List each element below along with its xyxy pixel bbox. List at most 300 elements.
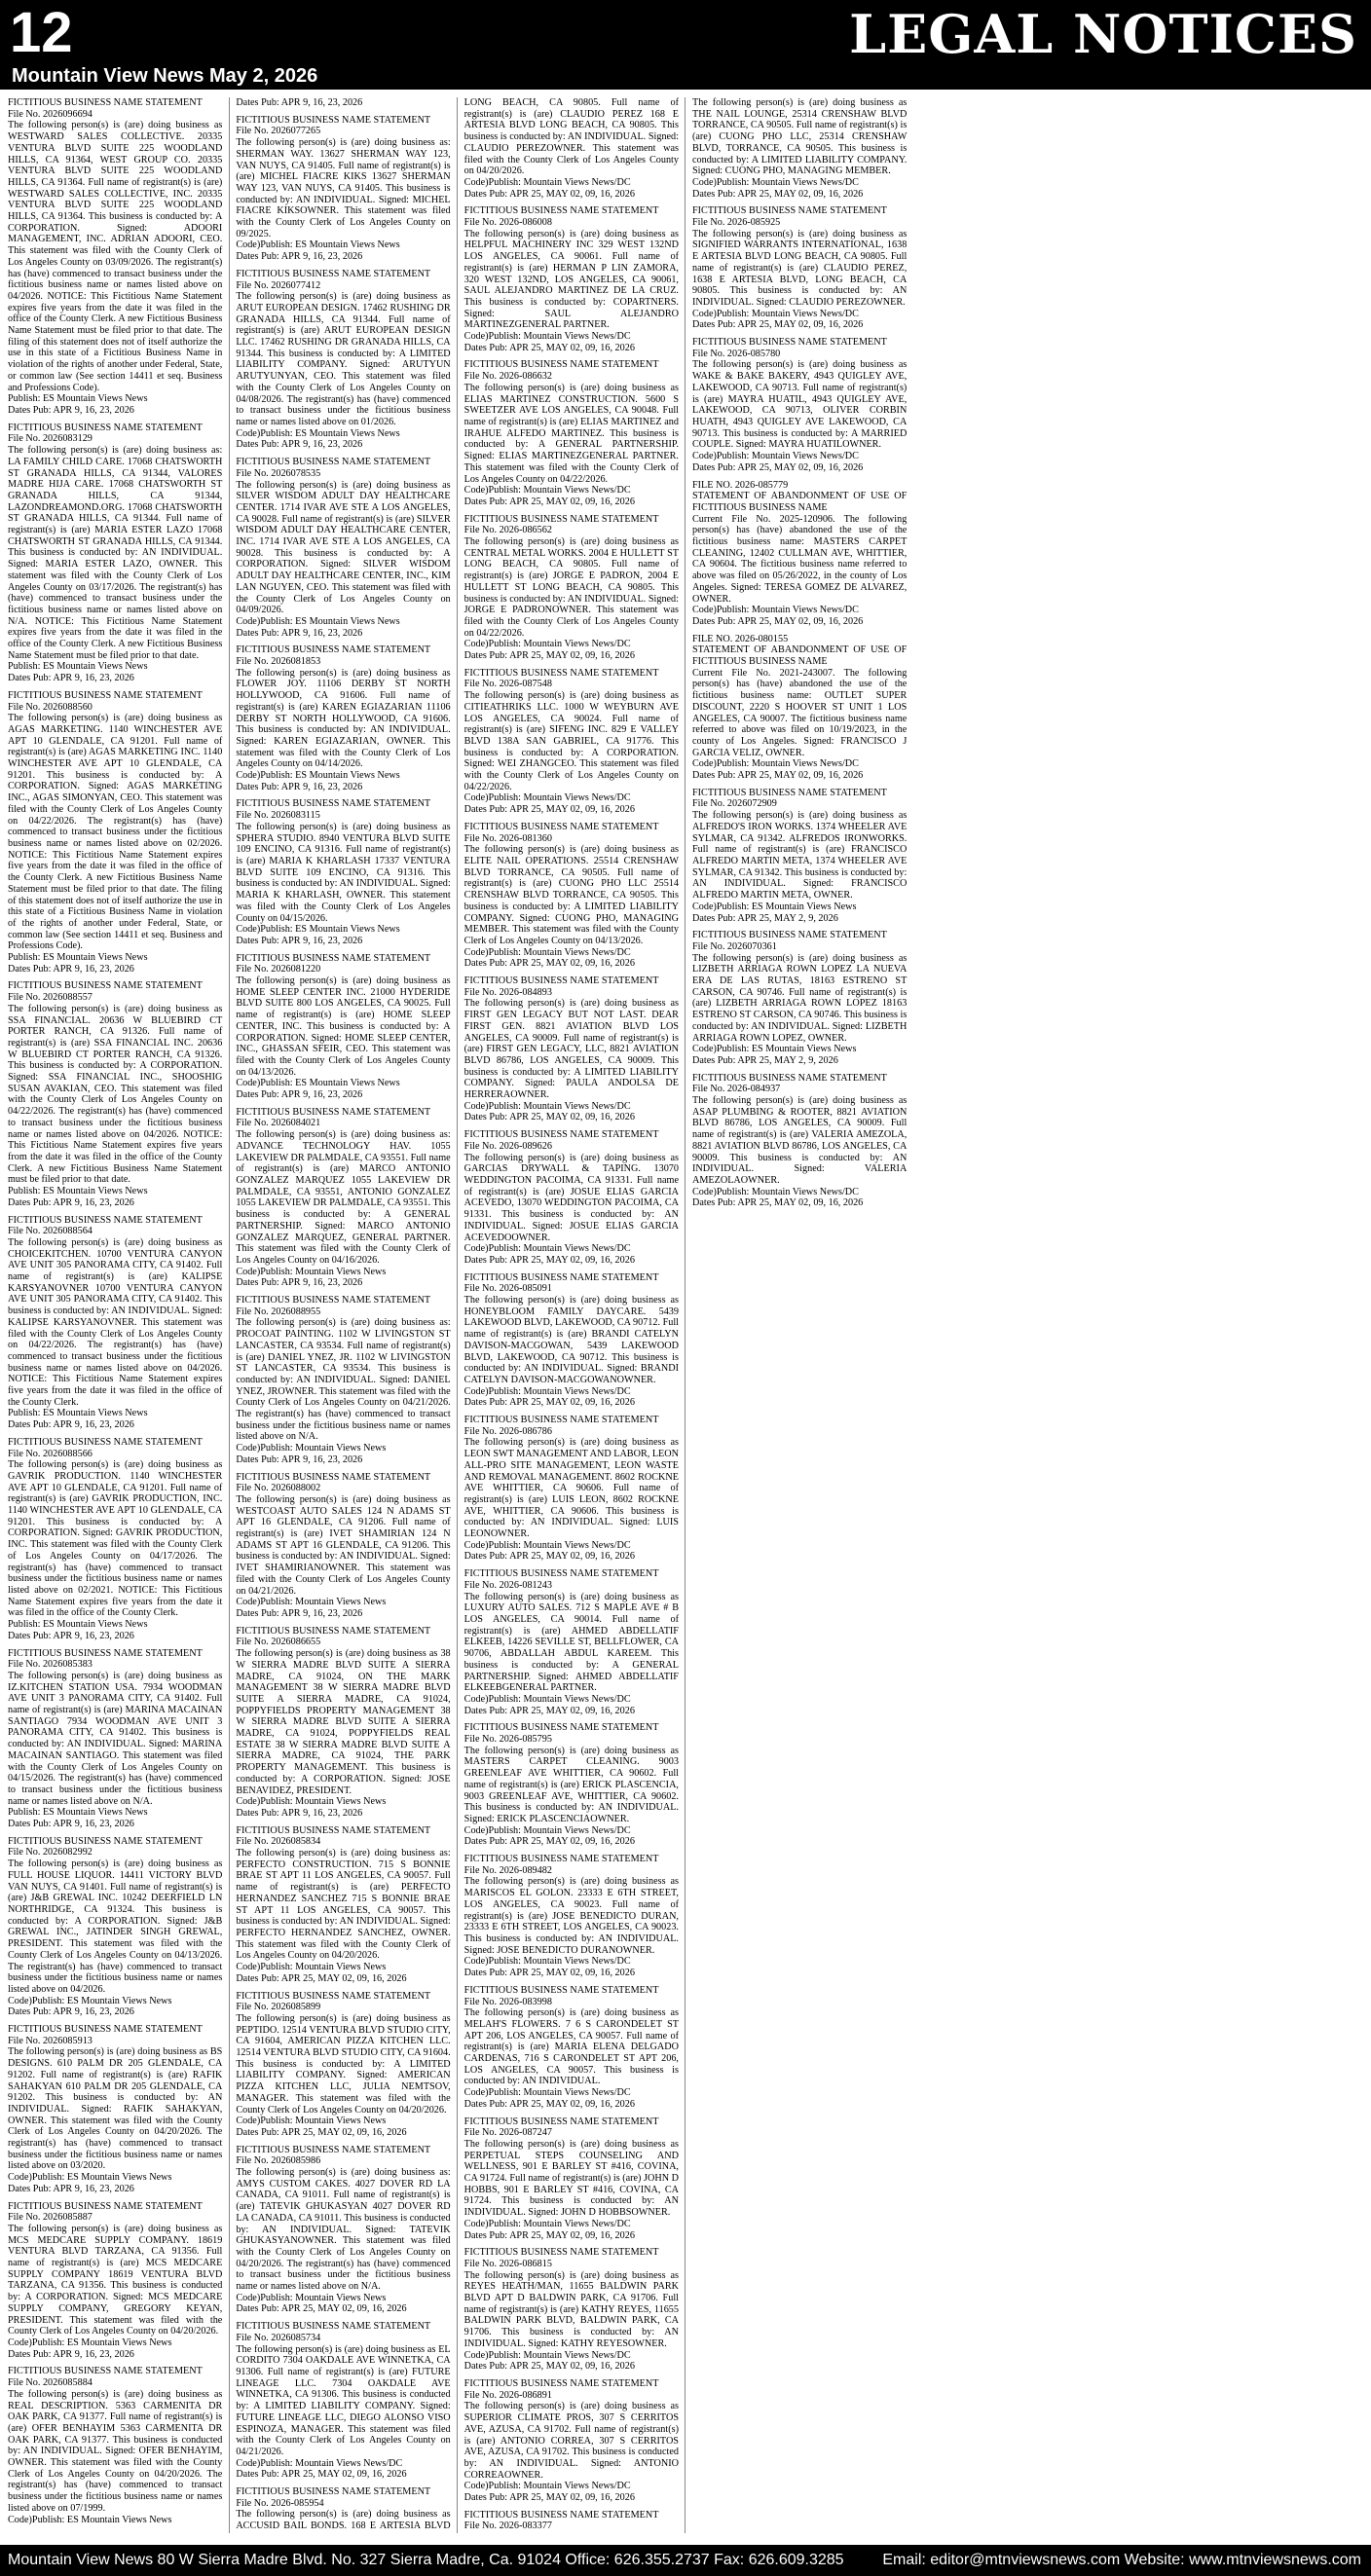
notice-title: FICTITIOUS BUSINESS NAME STATEMENT (8, 2200, 203, 2212)
notice-title: FICTITIOUS BUSINESS NAME STATEMENT (463, 1722, 659, 1734)
notice-publication-dates: Dates Pub: APR 25, MAY 02, 09, 16, 2026 (463, 804, 635, 816)
notice-file-number: File No. 2026077412 (236, 279, 321, 291)
notice-file-number: File No. 2026-086815 (463, 2258, 552, 2269)
notice-title: FICTITIOUS BUSINESS NAME STATEMENT (463, 1271, 659, 1283)
notice-title: FICTITIOUS BUSINESS NAME STATEMENT (236, 268, 431, 279)
notice-publisher: Code)Publish: Mountain Views News/DC (463, 1693, 631, 1705)
legal-notice (236, 1107, 450, 1289)
legal-notice (8, 423, 222, 684)
notice-publisher: Publish: ES Mountain Views News (8, 1807, 148, 1819)
notice-file-number: File No. 2026082992 (8, 1847, 93, 1858)
notice-file-number: File No. 2026085834 (236, 1836, 321, 1848)
notice-title: FICTITIOUS BUSINESS NAME STATEMENT (236, 798, 431, 810)
notice-publication-dates: Dates Pub: APR 25, MAY 02, 09, 16, 2026 (236, 2126, 407, 2138)
notice-body: The following person(s) is (are) doing business as PERPETUAL STEPS COUNSELING AND WELLNESS, 901 E BARLEY ST #416, COVINA, CA 91724. Full name of registrant(s) is (are) JOHN D HOBBS, 901 E BARLEY ST #416, COVINA, CA 91724. This business is conducted by: AN INDIVIDUAL. Signed: JOHN D HOBBSOWNER. (463, 2138, 679, 2219)
notice-file-number: File No. 2026-086008 (463, 217, 552, 229)
legal-notice (464, 1722, 679, 1848)
notice-publisher: Code)Publish: ES Mountain Views News (8, 2514, 172, 2525)
footer-address: Mountain View News 80 W Sierra Madre Blvd. No. 327 Sierra Madre, Ca. 91024 Office: 626.355.2737 Fax: 626.609.3285 (8, 2552, 844, 2568)
notice-body: The following person(s) is (are) doing business as ELITE NAIL OPERATIONS. 25514 CRENSHAW BLVD TORRANCE, CA 90505. Full name of registrant(s) is (are) CUONG PHO LLC 25514 CRENSHAW BLVD TORRANCE, CA 90505. This business is conducted by: A LIMITED LIABILITY COMPANY. Signed: CUONG PHO, MANAGING MEMBER. This statement was filed with the County Clerk of Los Angeles County on 04/13/2026. (463, 844, 679, 946)
notice-body: The following person(s) is (are) doing business as REYES HEATH/MAN, 11655 BALDWIN PARK BLVD APT D BALDWIN PARK, CA 91706. Full name of registrant(s) is (are) KATHY REYES, 11655 BALDWIN PARK BLVD, BALDWIN PARK, CA 91706. This business is conducted by: AN INDIVIDUAL. Signed: KATHY REYESOWNER. (463, 2269, 679, 2349)
notice-file-number: File No. 2026072909 (691, 798, 777, 810)
notice-title: FICTITIOUS BUSINESS NAME STATEMENT (463, 1129, 659, 1141)
notice-body: The following person(s) is (are) doing business as PEPTIDO. 12514 VENTURA BLVD STUDIO CITY, CA 91604, AMERICAN PIZZA KITCHEN LLC. 12514 VENTURA BLVD STUDIO CITY, CA 91604. This business is conducted by: A LIMITED LIABILITY COMPANY. Signed: AMERICAN PIZZA KITCHEN LLC, JULIA NEMTSOV, MANAGER. This statement was filed with the County Clerk of Los Angeles County on 04/20/2026. (236, 2012, 451, 2116)
legal-notice (236, 1472, 450, 1620)
notice-file-number: File No. 2026-085091 (463, 1283, 552, 1295)
notice-file-number: File No. 2026070361 (691, 940, 777, 952)
legal-notice (464, 1415, 679, 1563)
notice-file-number: File No. 2026086655 (236, 1637, 321, 1648)
notice-title: FICTITIOUS BUSINESS NAME STATEMENT (463, 1415, 659, 1426)
legal-notice (464, 668, 679, 816)
legal-notice (236, 1991, 450, 2139)
notice-body: The following person(s) is (are) doing business as EL CORDITO 7304 OAKDALE AVE WINNETKA, CA 91306. Full name of registrant(s) is (are) FUTURE LINEAGE LLC. 7304 OAKDALE AVE WINNETKA, CA 91306. This business is conducted by: A LIMITED LIABILITY COMPANY. Signed: FUTURE LINEAGE LLC, DIEGO ALONSO VISO ESPINOZA, MANAGER. This statement was filed with the County Clerk of Los Angeles County on 04/21/2026. (236, 2343, 451, 2457)
notice-file-number: File No. 2026-083998 (463, 1996, 552, 2007)
notice-body: The following person(s) is (are) doing business as SPHERA STUDIO. 8940 VENTURA BLVD SUITE 109 ENCINO, CA 91316. Full name of registrant(s) is (are) MARIA K KHARLASH 17337 VENTURA BLVD SUITE 109 ENCINO, CA 91316. This business is conducted by: AN INDIVIDUAL. Signed: MARIA K KHARLASH, OWNER. This statement was filed with the County Clerk of Los Angeles County on 04/15/2026. (236, 821, 451, 924)
notice-file-number: File No. 2026-085780 (691, 348, 781, 359)
notice-publication-dates: Dates Pub: APR 25, MAY 02, 09, 16, 2026 (691, 615, 864, 627)
notice-title: FICTITIOUS BUSINESS NAME STATEMENT (236, 644, 431, 656)
notice-body: The following person(s) is (are) doing business as CITIEATHRIKS LLC. 1000 W WEYBURN AVE LOS ANGELES, CA 90024. Full name of registrant(s) is (are) SIFENG INC. 829 E VALLEY BLVD 138A SAN GABRIEL, CA 91776. This business is conducted by: A CORPORATION. Signed: WEI ZHANGCEO. This statement was filed with the County Clerk of Los Angeles County on 04/22/2026. (463, 690, 679, 792)
notice-publisher: Code)Publish: Mountain Views News/DC (691, 176, 859, 188)
notice-file-number: File No. 2026-086786 (463, 1425, 552, 1437)
notice-publication-dates: Dates Pub: APR 9, 16, 23, 2026 (236, 251, 363, 263)
notice-publisher: Code)Publish: Mountain Views News (236, 1443, 387, 1454)
notice-publisher: Code)Publish: Mountain Views News/DC (463, 1956, 631, 1968)
notice-publication-dates: Dates Pub: APR 25, MAY 02, 09, 16, 2026 (463, 1112, 635, 1123)
notice-title: FICTITIOUS BUSINESS NAME STATEMENT (463, 359, 659, 371)
notice-file-number: File No. 2026088566 (8, 1448, 93, 1459)
notice-publisher: Code)Publish: Mountain Views News/DC (691, 605, 859, 616)
legal-notice (236, 2321, 450, 2481)
notice-file-number: File No. 2026085887 (8, 2212, 93, 2224)
notice-publication-dates: Dates Pub: APR 25, MAY 02, 09, 16, 2026 (236, 1972, 407, 1984)
notice-publisher: Code)Publish: Mountain Views News (236, 1962, 387, 1973)
legal-notice (464, 1272, 679, 1409)
notice-publication-dates: Dates Pub: APR 9, 16, 23, 2026 (236, 97, 363, 108)
notice-file-number: File No. 2026081220 (236, 964, 321, 975)
notice-body: The following person(s) is (are) doing business as MCS MEDCARE SUPPLY COMPANY. 18619 VENTURA BLVD TARZANA, CA 91356. Full name of registrant(s) is (are) MCS MEDCARE SUPPLY COMPANY 18619 VENTURA BLVD TARZANA, CA 91356. This business is conducted by: A CORPORATION. Signed: MCS MEDCARE SUPPLY COMPANY, GREGORY KEYAN, PRESIDENT. This statement was filed with the County Clerk of Los Angeles County on 04/20/2026. (8, 2223, 223, 2337)
notice-file-number: File No. 2026096694 (8, 108, 93, 120)
notice-publication-dates: Dates Pub: APR 25, MAY 02, 09, 16, 2026 (691, 319, 864, 331)
legal-notice (236, 953, 450, 1101)
notice-publisher: Code)Publish: ES Mountain Views News (691, 901, 857, 912)
notice-title: FICTITIOUS BUSINESS NAME STATEMENT (236, 114, 431, 126)
notice-publication-dates: Dates Pub: APR 25, MAY 2, 9, 2026 (691, 1054, 838, 1066)
notice-publisher: Code)Publish: Mountain Views News/DC (463, 485, 631, 497)
notice-title: FICTITIOUS BUSINESS NAME STATEMENT (463, 975, 659, 987)
notice-title: FICTITIOUS BUSINESS NAME STATEMENT (463, 2116, 659, 2127)
notice-title: FICTITIOUS BUSINESS NAME STATEMENT (691, 337, 887, 349)
notice-file-number: File No. 2026083115 (236, 810, 320, 822)
notice-title: FICTITIOUS BUSINESS NAME STATEMENT (463, 1984, 659, 1996)
notice-publication-dates: Dates Pub: APR 9, 16, 23, 2026 (236, 935, 363, 946)
notice-body: The following person(s) is (are) doing business as WAKE & BAKE BAKERY, 4943 QUIGLEY AVE, LAKEWOOD, CA 90713. Full name of registrant(s) is (are) MAYRA HUATIL, 4943 QUIGLEY AVE, LAKEWOOD, CA 90713, OLIVER CORBIN HUATH, 4943 QUIGLEY AVE LAKEWOOD, CA 90713. This business is conducted by: A MARRIED COUPLE. Signed: MAYRA HUATILOWNER. (691, 359, 908, 451)
notice-title: FICTITIOUS BUSINESS NAME STATEMENT (8, 97, 203, 108)
legal-notice (8, 1648, 222, 1830)
notice-body: The following person(s) is (are) doing business as ALFREDO'S IRON WORKS. 1374 WHEELER AVE SYLMAR, CA 91342. ALFREDOS IRONWORKS. Full name of registrant(s) is (are) FRANCISCO ALFREDO MARTIN META, 1374 WHEELER AVE SYLMAR, CA 91342. This business is conducted by: AN INDIVIDUAL. Signed: FRANCISCO ALFREDO MARTIN META, OWNER. (691, 810, 908, 902)
notice-publisher: Code)Publish: Mountain Views News/DC (463, 331, 631, 343)
notice-title: FICTITIOUS BUSINESS NAME STATEMENT (8, 1436, 203, 1448)
notice-file-number: File No. 2026-081243 (463, 1579, 552, 1591)
notice-publication-dates: Dates Pub: APR 9, 16, 23, 2026 (236, 781, 363, 792)
notice-publication-dates: Dates Pub: APR 25, MAY 02, 09, 16, 2026 (463, 1397, 635, 1409)
notice-publisher: Code)Publish: Mountain Views News/DC (463, 2087, 631, 2099)
notice-publisher: Code)Publish: Mountain Views News/DC (463, 946, 631, 958)
legal-notice (8, 690, 222, 975)
notice-publication-dates: Dates Pub: APR 25, MAY 02, 09, 16, 2026 (463, 1836, 635, 1848)
legal-notice (236, 1295, 450, 1466)
notice-publication-dates: Dates Pub: APR 25, MAY 02, 09, 16, 2026 (463, 1705, 635, 1716)
notice-publication-dates: Dates Pub: APR 25, MAY 02, 09, 16, 2026 (463, 650, 635, 662)
notice-file-number: File No. 2026-086891 (463, 2389, 552, 2401)
legal-notice (464, 2247, 679, 2373)
notice-publication-dates: Dates Pub: APR 9, 16, 23, 2026 (8, 1630, 134, 1641)
notice-file-number: File No. 2026088955 (236, 1306, 321, 1317)
notice-body: The following person(s) is (are) doing business as THE NAIL LOUNGE, 25314 CRENSHAW BLVD TORRANCE, CA 90505. Full name of registrant(s) is (are) CUONG PHO LLC, 25314 CRENSHAW BLVD, TORRANCE, CA 90505. This business is conducted by: A LIMITED LIABILITY COMPANY. Signed: CUONG PHO, MANAGING MEMBER. (691, 97, 908, 177)
legal-notice (464, 359, 679, 507)
legal-notices-columns (8, 97, 1363, 2533)
notice-title: FICTITIOUS BUSINESS NAME STATEMENT (236, 1106, 431, 1118)
notice-file-number: File No. 2026-086632 (463, 371, 552, 383)
notice-title: FICTITIOUS BUSINESS NAME STATEMENT (236, 1990, 431, 2002)
legal-notice (236, 1626, 450, 1820)
notice-title: FICTITIOUS BUSINESS NAME STATEMENT (236, 2321, 431, 2333)
notice-publisher: Code)Publish: ES Mountain Views News (236, 1078, 400, 1089)
notice-publication-dates: Dates Pub: APR 25, MAY 02, 09, 16, 2026 (236, 2303, 407, 2315)
notice-publisher: Code)Publish: Mountain Views News/DC (463, 792, 631, 804)
notice-title: FICTITIOUS BUSINESS NAME STATEMENT (236, 2486, 431, 2498)
notice-body: The following person(s) is (are) doing business as SILVER WISDOM ADULT DAY HEALTHCARE CENTER. 1714 IVAR AVE STE A LOS ANGELES, CA 90028. Full name of registrant(s) is (are) SILVER WISDOM ADULT DAY HEALTHCARE CENTER, INC. 1714 IVAR AVE STE A LOS ANGELES, CA 90028. This business is conducted by: A CORPORATION. Signed: SILVER WISDOM ADULT DAY HEALTHCARE CENTER, INC., KIM LAN NGUYEN, CEO. This statement was filed with the County Clerk of Los Angeles County on 04/09/2026. (236, 479, 451, 616)
notice-file-number: File No. 2026085986 (236, 2155, 321, 2167)
legal-notice (236, 644, 450, 792)
notice-file-number: File No. 2026-083377 (463, 2521, 552, 2532)
notice-body: The following person(s) is (are) doing business as MASTERS CARPET CLEANING. 9003 GREENLEAF AVE WHITTIER, CA 90602. Full name of registrant(s) is (are) ERICK PLASCENCIA, 9003 GREENLEAF AVE, WHITTIER, CA 90602. This business is conducted by: AN INDIVIDUAL. Signed: ERICK PLASCENCIAOWNER. (463, 1745, 679, 1824)
notice-body: The following person(s) is (are) doing business as: SHERMAN WAY. 13627 SHERMAN WAY 123, VAN NUYS, CA 91405. Full name of registrant(s) is (are) MICHEL FIACRE KIKS 13627 SHERMAN WAY 123, VAN NUYS, CA 91405. This business is conducted by: AN INDIVIDUAL. Signed: MICHEL FIACRE KIKSOWNER. This statement was filed with the County Clerk of Los Angeles County on 09/2025. (236, 137, 451, 239)
legal-notice (236, 457, 450, 639)
notice-publisher: Code)Publish: Mountain Views News/DC (463, 639, 631, 650)
notice-publisher: Code)Publish: Mountain Views News/DC (463, 2481, 631, 2492)
legal-notice (464, 975, 679, 1123)
notice-publication-dates: Dates Pub: APR 25, MAY 02, 09, 16, 2026 (463, 2492, 635, 2504)
notice-title: FICTITIOUS BUSINESS NAME STATEMENT (463, 1568, 659, 1580)
notice-publisher: Code)Publish: ES Mountain Views News (236, 615, 400, 627)
legal-notice (692, 788, 907, 924)
legal-notice (464, 1129, 679, 1266)
notice-file-number: File No. 2026-087247 (463, 2127, 552, 2139)
notice-title: FICTITIOUS BUSINESS NAME STATEMENT (691, 205, 887, 217)
notice-publication-dates: Dates Pub: APR 9, 16, 23, 2026 (236, 1089, 363, 1101)
notice-publisher: Code)Publish: ES Mountain Views News (236, 239, 400, 251)
notice-publisher: Code)Publish: Mountain Views News (236, 2292, 387, 2303)
notice-publication-dates: Dates Pub: APR 9, 16, 23, 2026 (8, 2006, 134, 2018)
legal-notice (8, 2201, 222, 2361)
legal-notice (464, 205, 679, 353)
notice-publication-dates: Dates Pub: APR 9, 16, 23, 2026 (8, 2348, 134, 2360)
legal-notice (8, 1437, 222, 1642)
notice-body: The following person(s) is (are) doing business as: ADVANCE TECHNOLOGY HAV. 1055 LAKEVIEW DR PALMDALE, CA 93551. Full name of registrant(s) is (are) MARCO ANTONIO GONZALEZ MARQUEZ 1055 LAKEVIEW DR PALMDALE, CA 93551, ANTONIO GONZALEZ 1055 LAKEVIEW DR PALMDALE, CA 93551. This business is conducted by: A GENERAL PARTNERSHIP. Signed: MARCO ANTONIO GONZALEZ MARQUEZ, GENERAL PARTNER. This statement was filed with the County Clerk of Los Angeles County on 04/16/2026. (236, 1129, 451, 1266)
notice-title: FICTITIOUS BUSINESS NAME STATEMENT (463, 1854, 659, 1865)
notice-title: FICTITIOUS BUSINESS NAME STATEMENT (236, 1625, 431, 1637)
notice-publisher: Code)Publish: Mountain Views News (236, 1796, 387, 1808)
notice-publisher: Code)Publish: Mountain Views News/DC (463, 1385, 631, 1397)
legal-notice (464, 1985, 679, 2111)
notice-file-number: File No. 2026-086562 (463, 525, 552, 536)
notice-publication-dates: Dates Pub: APR 25, MAY 02, 09, 16, 2026 (691, 1197, 864, 1209)
legal-notice (236, 2145, 450, 2316)
notice-publication-dates: Dates Pub: APR 9, 16, 23, 2026 (236, 1807, 363, 1819)
notice-body: The following person(s) is (are) doing business as FULL HOUSE LIQUOR. 14411 VICTORY BLVD VAN NUYS, CA 91401. Full name of registrant(s) is (are) J&B GREWAL INC. 10242 DEERFIELD LN NORTHRIDGE, CA 91324. This business is conducted by: A CORPORATION. Signed: J&B GREWAL INC., JATINDER SINGH GREWAL, PRESIDENT. This statement was filed with the County Clerk of Los Angeles County on 04/13/2026. The registrant(s) has (have) commenced to transact business under the fictitious business name or names listed above on 04/2026. (8, 1858, 223, 1995)
notice-publisher: Code)Publish: Mountain Views News/DC (463, 1539, 631, 1551)
notice-publisher: Publish: ES Mountain Views News (8, 1619, 148, 1631)
legal-notice (692, 480, 907, 628)
notice-publication-dates: Dates Pub: APR 9, 16, 23, 2026 (236, 627, 363, 639)
notice-publisher: Code)Publish: Mountain Views News/DC (691, 1186, 859, 1197)
notice-body: The following person(s) is (are) doing business as AGAS MARKETING. 1140 WINCHESTER AVE APT 10 GLENDALE, CA 91201. Full name of registrant(s) is (are) AGAS MARKETING INC. 1140 WINCHESTER AVE APT 10 GLENDALE, CA 91201. This business is conducted by: A CORPORATION. Signed: AGAS MARKETING INC., AGAS SIMONYAN, CEO. This statement was filed with the County Clerk of Los Angeles County on 04/22/2026. The registrant(s) has (have) commenced to transact business under the fictitious business name or names listed above on 02/2026. NOTICE: This Fictitious Name Statement expires five years from the date it was filed in the office of the County Clerk. A new Fictitious Business Name Statement must be filed prior to that date. The filing of this statement does not of itself authorize the use in this state of a Fictitious Business Name in violation of the rights of another under Federal, State, or common law (See section 14411 et seq. Business and Professions Code). (8, 713, 223, 952)
notice-body: The following person(s) is (are) doing business as SSA FINANCIAL. 20636 W BLUEBIRD CT PORTER RANCH, CA 91326. Full name of registrant(s) is (are) SSA FINANCIAL INC. 20636 W BLUEBIRD CT PORTER RANCH, CA 91326. This business is conducted by: A CORPORATION. Signed: SSA FINANCIAL INC., SHOOSHIG SUSAN AVAKIAN, CEO. This statement was filed with the County Clerk of Los Angeles County on 04/22/2026. The registrant(s) has (have) commenced to transact business under the fictitious business name or names listed above on 04/2026. NOTICE: This Fictitious Name Statement expires five years from the date it was filed in the office of the County Clerk. A new Fictitious Business Name Statement must be filed prior to that date. (8, 1003, 223, 1186)
notice-title: FICTITIOUS BUSINESS NAME STATEMENT (463, 205, 659, 217)
notice-publisher: Code)Publish: Mountain Views News (236, 2116, 387, 2127)
notice-publication-dates: Dates Pub: APR 25, MAY 02, 09, 16, 2026 (463, 2098, 635, 2110)
notice-file-number: STATEMENT OF ABANDONMENT OF USE OF FICTITIOUS BUSINESS NAME (691, 491, 908, 513)
notice-publisher: Code)Publish: ES Mountain Views News (691, 1044, 857, 1055)
notice-publication-dates: Dates Pub: APR 9, 16, 23, 2026 (236, 439, 363, 451)
notice-body: Current File No. 2025-120906. The following person(s) has (have) abandoned the use of the fictitious business name: MASTERS CARPET CLEANING, 12402 CULLMAN AVE, WHITTIER, CA 90604. The fictitious business name referred to above was filed on 05/26/2022, in the county of Los Angeles. Signed: TERESA GOMEZ DE ALVAREZ, OWNER. (691, 513, 908, 605)
legal-notice (236, 115, 450, 263)
notice-body: The following person(s) is (are) doing business as WESTWARD SALES COLLECTIVE. 20335 VENTURA BLVD SUITE 225 WOODLAND HILLS, CA 91364, WEST GROUP CO. 20335 VENTURA BLVD SUITE 225 WOODLAND HILLS, CA 91364. Full name of registrant(s) is (are) WESTWARD SALES COLLECTIVE, INC. 20335 VENTURA BLVD SUITE 225 WOODLAND HILLS, CA 91364. This business is conducted by: A CORPORATION. Signed: ADOORI MANAGEMENT, INC. ADRIAN ADOORI, CEO. This statement was filed with the County Clerk of Los Angeles County on 03/09/2026. The registrant(s) has (have) commenced to transact business under the fictitious business name or names listed above on 04/2026. NOTICE: This Fictitious Name Statement expires five years from the date it was filed in the office of the County Clerk. A new Fictitious Business Name Statement must be filed prior to that date. The filing of this statement does not of itself authorize the use in this state of a Fictitious Business Name in violation of the rights of another under Federal, State, or common law (See section 14411 et seq. Business and Professions Code). (8, 120, 223, 393)
notice-title: FICTITIOUS BUSINESS NAME STATEMENT (236, 1824, 431, 1836)
notice-file-number: File No. 2026085734 (236, 2332, 321, 2343)
notice-title: FICTITIOUS BUSINESS NAME STATEMENT (463, 513, 659, 525)
notice-body: The following person(s) is (are) doing business as ELIAS MARTINEZ CONSTRUCTION. 5600 S SWEETZER AVE LOS ANGELES, CA 90048. Full name of registrant(s) is (are) ELIAS MARTINEZ and IRAHUE ALFEDO MARTINEZ. This business is conducted by: A GENERAL PARTNERSHIP. Signed: ELIAS MARTINEZGENERAL PARTNER. This statement was filed with the County Clerk of Los Angeles County on 04/22/2026. (463, 382, 679, 485)
notice-body: The following person(s) is (are) doing business as: AMYS CUSTOM CAKES. 4027 DOVER RD LA CANADA, CA 91011. Full name of registrant(s) is (are) TATEVIK GHUKASYAN 4027 DOVER RD LA CANADA, CA 91011. This business is conducted by: AN INDIVIDUAL. Signed: TATEVIK GHUKASYANOWNER. This statement was filed with the County Clerk of Los Angeles County on 04/20/2026. The registrant(s) has (have) commenced to transact business under the fictitious business name or names listed above on N/A. (236, 2167, 451, 2293)
notice-title: FICTITIOUS BUSINESS NAME STATEMENT (8, 2024, 203, 2036)
notice-publication-dates: Dates Pub: APR 25, MAY 02, 09, 16, 2026 (691, 461, 864, 473)
legal-notice (464, 514, 679, 662)
notice-title: FILE NO. 2026-085779 (691, 479, 789, 491)
notice-title: FICTITIOUS BUSINESS NAME STATEMENT (463, 667, 659, 679)
notice-body: The following person(s) is (are) doing business as MARISCOS EL GOLON. 23333 E 6TH STREET, LOS ANGELES, CA 90023. Full name of registrant(s) is (are) JOSE BENEDICTO DURAN, 23333 E 6TH STREET, LOS ANGELES, CA 90023. This business is conducted by: AN INDIVIDUAL. Signed: JOSE BENEDICTO DURANOWNER. (463, 1876, 679, 1956)
notice-publication-dates: Dates Pub: APR 9, 16, 23, 2026 (236, 1454, 363, 1465)
notice-title: FICTITIOUS BUSINESS NAME STATEMENT (236, 1471, 431, 1483)
section-title: LEGAL NOTICES (849, 3, 1357, 65)
notice-body: The following person(s) is (are) doing business as GAVRIK PRODUCTION. 1140 WINCHESTER AVE APT 10 GLENDALE, CA 91201. Full name of registrant(s) is (are) GAVRIK PRODUCTION, INC. 1140 WINCHESTER AVE APT 10 GLENDALE, CA 91201. This business is conducted by: A CORPORATION. Signed: GAVRIK PRODUCTION, INC. This statement was filed with the County Clerk of Los Angeles County on 04/17/2026. The registrant(s) has (have) commenced to transact business under the fictitious business name or names listed above on 02/2021. NOTICE: This Fictitious Name Statement expires five years from the date it was filed in the office of the County Clerk. (8, 1459, 223, 1619)
notice-body: The following person(s) is (are) doing business as SUPERIOR CLIMATE PROS, 307 S CERRITOS AVE, AZUSA, CA 91702. Full name of registrant(s) is (are) ANTONIO CORREA, 307 S CERRITOS AVE, AZUSA, CA 91702. This business is conducted by: AN INDIVIDUAL. Signed: ANTONIO CORREAOWNER. (463, 2401, 679, 2481)
notice-body: The following person(s) is (are) doing business as ACCUSID BAIL BONDS. 168 E ARTESIA BLVD LONG BEACH, CA 90805. Full name of registrant(s) is (are) CLAUDIO PEREZ 168 E ARTESIA BLVD LONG BEACH, CA 90805. This business is conducted by: AN INDIVIDUAL. Signed: CLAUDIO PEREZOWNER. This statement was filed with the County Clerk of Los Angeles County on 04/20/2026. (236, 97, 679, 2532)
notice-file-number: File No. 2026085913 (8, 2035, 93, 2046)
notice-body: The following person(s) is (are) doing business as HOME SLEEP CENTER INC. 21000 HYDERIDE BLVD SUITE 800 LOS ANGELES, CA 90025. Full name of registrant(s) is (are) HOME SLEEP CENTER, INC. This business is conducted by: A CORPORATION. Signed: HOME SLEEP CENTER, INC., GHASSAN SFEIR, CEO. This statement was filed with the County Clerk of Los Angeles County on 04/13/2026. (236, 975, 451, 1078)
notice-publication-dates: Dates Pub: APR 9, 16, 23, 2026 (8, 1819, 134, 1830)
notice-publication-dates: Dates Pub: APR 25, MAY 02, 09, 16, 2026 (463, 2361, 635, 2373)
notice-publisher: Code)Publish: Mountain Views News/DC (463, 1243, 631, 1255)
legal-notice (8, 1215, 222, 1431)
legal-notice (464, 1568, 679, 1716)
notice-title: FICTITIOUS BUSINESS NAME STATEMENT (236, 457, 431, 468)
notice-title: FICTITIOUS BUSINESS NAME STATEMENT (8, 422, 203, 433)
notice-publication-dates: Dates Pub: APR 25, MAY 02, 09, 16, 2026 (463, 1254, 635, 1266)
legal-notice (8, 97, 222, 417)
notice-publication-dates: Dates Pub: APR 9, 16, 23, 2026 (8, 963, 134, 975)
notice-body: The following person(s) is (are) doing business as REAL DESCRIPTION. 5363 CARMENITA DR OAK PARK, CA 91377. Full name of registrant(s) is (are) OFER BENHAYIM 5363 CARMENITA DR OAK PARK, CA 91377. This business is conducted by: AN INDIVIDUAL. Signed: OFER BENHAYIM, OWNER. This statement was filed with the County Clerk of Los Angeles County on 04/20/2026. The registrant(s) has (have) commenced to transact business under the fictitious business name or names listed above on 07/1999. (8, 2388, 223, 2514)
notice-publisher: Publish: ES Mountain Views News (8, 952, 148, 964)
notice-body: The following person(s) is (are) doing business as MELAH'S FLOWERS. 7 6 S CARONDELET ST APT 206, LOS ANGELES, CA 90057. Full name of registrant(s) is (are) MARIA ELENA DELGADO CARDENAS, 716 S CARONDELET ST APT 206, LOS ANGELES, CA 90057. This business is conducted by: AN INDIVIDUAL. (463, 2007, 679, 2087)
notice-file-number: File No. 2026-084893 (463, 986, 552, 998)
notice-body: The following person(s) is (are) doing business as IZ.KITCHEN STATION USA. 7934 WOODMAN AVE UNIT 3 PANORAMA CITY, CA 91402. Full name of registrant(s) is (are) MARINA MACAINAN SANTIAGO 7934 WOODMAN AVE UNIT 3 PANORAMA CITY, CA 91402. This business is conducted by: AN INDIVIDUAL. Signed: MARINA MACAINAN SANTIAGO. This statement was filed with the County Clerk of Los Angeles County on 04/15/2026. The registrant(s) has (have) commenced to transact business under the fictitious business name or names listed above on N/A. (8, 1670, 223, 1807)
page-header (0, 0, 1371, 90)
legal-notice (692, 1073, 907, 1209)
notice-publisher: Code)Publish: ES Mountain Views News (8, 2172, 172, 2184)
notice-publication-dates: Dates Pub: APR 9, 16, 23, 2026 (8, 1419, 134, 1431)
notice-publication-dates: Dates Pub: APR 25, MAY 02, 09, 16, 2026 (463, 342, 635, 353)
notice-body: The following person(s) is (are) doing business as HONEYBLOOM FAMILY DAYCARE. 5439 LAKEWOOD BLVD, LAKEWOOD, CA 90712. Full name of registrant(s) is (are) BRANDI CATELYN DAVISON-MACGOWAN, 5439 LAKEWOOD BLVD, LAKEWOOD, CA 90712. This business is conducted by: AN INDIVIDUAL. Signed: BRANDI CATELYN DAVISON-MACGOWANOWNER. (463, 1295, 679, 1385)
notice-publication-dates: Dates Pub: APR 25, MAY 02, 09, 16, 2026 (463, 188, 635, 200)
notice-publication-dates: Dates Pub: APR 25, MAY 02, 09, 16, 2026 (463, 496, 635, 507)
notice-publisher: Publish: ES Mountain Views News (8, 393, 148, 405)
notice-file-number: File No. 2026083129 (8, 433, 93, 445)
notice-publication-dates: Dates Pub: APR 9, 16, 23, 2026 (8, 2183, 134, 2194)
notice-publisher: Code)Publish: ES Mountain Views News (236, 427, 400, 439)
notice-file-number: File No. 2026077265 (236, 126, 321, 137)
notice-title: FICTITIOUS BUSINESS NAME STATEMENT (8, 1835, 203, 1847)
notice-body: The following person(s) is (are) doing business as FIRST GEN LEGACY BUT NOT LAST. DEAR FIRST GEN. 8821 AVIATION BLVD LOS ANGELES, CA 90009. Full name of registrant(s) is (are) FIRST GEN LEGACY, LLC, 8821 AVIATION BLVD 86786, LOS ANGELES, CA 90009. This business is conducted by: A LIMITED LIABILITY COMPANY. Signed: PAULA ANDOLSA DE HERRERAOWNER. (463, 998, 679, 1101)
notice-publication-dates: Dates Pub: APR 25, MAY 02, 09, 16, 2026 (463, 958, 635, 970)
notice-file-number: File No. 2026085884 (8, 2377, 93, 2389)
legal-notice (464, 1854, 679, 1979)
notice-publisher: Code)Publish: Mountain Views News/DC (463, 2349, 631, 2361)
page-number: 12 (10, 1, 73, 64)
notice-file-number: File No. 2026088560 (8, 701, 93, 713)
notice-publication-dates: Dates Pub: APR 25, MAY 02, 09, 16, 2026 (691, 188, 864, 200)
notice-body: The following person(s) is (are) doing business as FLOWER JOY. 11106 DERBY ST NORTH HOLLYWOOD, CA 91606. Full name of registrant(s) is (are) KAREN EGIAZARIAN 11106 DERBY ST NORTH HOLLYWOOD, CA 91606. This business is conducted by: AN INDIVIDUAL. Signed: KAREN EGIAZARIAN, OWNER. This statement was filed with the County Clerk of Los Angeles County on 04/14/2026. (236, 667, 451, 770)
notice-file-number: File No. 2026088002 (236, 1483, 321, 1494)
notice-file-number: File No. 2026-089482 (463, 1864, 552, 1876)
notice-body: The following person(s) is (are) doing business as CENTRAL METAL WORKS. 2004 E HULLETT ST LONG BEACH, CA 90805. Full name of registrant(s) is (are) JORGE E PADRON, 2004 E HULLETT ST LONG BEACH, CA 90805. This business is conducted by: AN INDIVIDUAL. Signed: JORGE E PADRONOWNER. This statement was filed with the County Clerk of Los Angeles County on 04/22/2026. (463, 536, 679, 639)
notice-title: FICTITIOUS BUSINESS NAME STATEMENT (691, 930, 887, 941)
notice-title: FICTITIOUS BUSINESS NAME STATEMENT (236, 1295, 431, 1306)
notice-publisher: Publish: ES Mountain Views News (8, 661, 148, 673)
notice-title: FICTITIOUS BUSINESS NAME STATEMENT (8, 2366, 203, 2377)
notice-publication-dates: Dates Pub: APR 25, MAY 2, 9, 2026 (691, 912, 838, 924)
legal-notice (236, 798, 450, 946)
notice-body: The following person(s) is (are) doing business as LUXURY AUTO SALES. 712 S MAPLE AVE # B LOS ANGELES, CA 90014. Full name of registrant(s) is (are) AHMED ABDELLATIF ELKEEB, 14226 SEVILLE ST, BELLFLOWER, CA 90706, ABDALLAH ABDUL KAREEM. This business is conducted by: A GENERAL PARTNERSHIP. Signed: AHMED ABDELLATIF ELKEEBGENERAL PARTNER. (463, 1591, 679, 1694)
notice-publisher: Code)Publish: ES Mountain Views News (8, 1995, 172, 2006)
notice-file-number: STATEMENT OF ABANDONMENT OF USE OF FICTITIOUS BUSINESS NAME (691, 644, 908, 668)
page-footer (0, 2545, 1371, 2576)
notice-publisher: Code)Publish: Mountain Views News (236, 1266, 387, 1277)
legal-notice (464, 2378, 679, 2504)
legal-notice (236, 1825, 450, 1985)
notice-publication-dates: Dates Pub: APR 25, MAY 02, 09, 16, 2026 (691, 770, 864, 782)
notice-publisher: Code)Publish: Mountain Views News/DC (236, 2457, 403, 2469)
notice-file-number: File No. 2026085899 (236, 2002, 321, 2013)
notice-file-number: File No. 2026-081360 (463, 832, 552, 844)
notice-title: FICTITIOUS BUSINESS NAME STATEMENT (236, 952, 431, 964)
notice-title: FICTITIOUS BUSINESS NAME STATEMENT (8, 1647, 203, 1659)
notice-publication-dates: Dates Pub: APR 25, MAY 02, 09, 16, 2026 (463, 1968, 635, 1979)
notice-title: FICTITIOUS BUSINESS NAME STATEMENT (691, 787, 887, 798)
notice-body: The following person(s) is (are) doing business as 38 W SIERRA MADRE BLVD SUITE A SIERRA MADRE, CA 91024, ON THE MARK MANAGEMENT 38 W SIERRA MADRE BLVD SUITE A SIERRA MADRE, CA 91024, POPPYFIELDS PROPERTY MANAGEMENT 38 W SIERRA MADRE BLVD SUITE A SIERRA MADRE, CA 91024, POPPYFIELDS REAL ESTATE 38 W SIERRA MADRE BLVD SUITE A SIERRA MADRE, CA 91024, THE PARK PROPERTY MANAGEMENT. This business is conducted by: A CORPORATION. Signed: JOSE BENAVIDEZ, PRESIDENT. (236, 1648, 451, 1796)
notice-title: FICTITIOUS BUSINESS NAME STATEMENT (691, 1072, 887, 1084)
notice-title: FILE NO. 2026-080155 (691, 633, 789, 644)
notice-publisher: Code)Publish: Mountain Views News/DC (691, 451, 859, 462)
notice-publisher: Code)Publish: Mountain Views News/DC (691, 308, 859, 319)
notice-body: The following person(s) is (are) doing business as HELPFUL MACHINERY INC 329 WEST 132ND LOS ANGELES, CA 90061. Full name of registrant(s) is (are) HERMAN P LIN ZAMORA, 320 WEST 132ND, LOS ANGELES, CA 90061, SAUL ALEJANDRO MARTINEZ DE LA CRUZ. This business is conducted by: COPARTNERS. Signed: SAUL ALEJANDRO MARTINEZGENERAL PARTNER. (463, 228, 679, 331)
notice-title: FICTITIOUS BUSINESS NAME STATEMENT (463, 821, 659, 832)
notice-title: FICTITIOUS BUSINESS NAME STATEMENT (8, 980, 203, 992)
notice-title: FICTITIOUS BUSINESS NAME STATEMENT (8, 1214, 203, 1226)
notice-file-number: File No. 2026085383 (8, 1659, 93, 1671)
legal-notice (464, 2116, 679, 2242)
notice-publication-dates: Dates Pub: APR 9, 16, 23, 2026 (8, 1196, 134, 1208)
notice-publisher: Publish: ES Mountain Views News (8, 1186, 148, 1197)
notice-publisher: Code)Publish: Mountain Views News/DC (463, 1100, 631, 1112)
notice-publisher: Code)Publish: ES Mountain Views News (8, 2337, 172, 2348)
notice-publication-dates: Dates Pub: APR 25, MAY 02, 09, 16, 2026 (236, 2469, 407, 2481)
notice-body: The following person(s) is (are) doing business as ARUT EUROPEAN DESIGN. 17462 RUSHING DR GRANADA HILLS, CA 91344. Full name of registrant(s) is (are) ARUT EUROPEAN DESIGN LLC. 17462 RUSHING DR GRANADA HILLS, CA 91344. This business is conducted by: A LIMITED LIABILITY COMPANY. Signed: ARUTYUN ARUTYUNYAN, CEO. This statement was filed with the County Clerk of Los Angeles County on 04/08/2026. The registrant(s) has (have) commenced to transact business under the fictitious business name or names listed above on 01/2026. (236, 291, 451, 427)
notice-body: The following person(s) is (are) doing business as: PROCOAT PAINTING. 1102 W LIVINGSTON ST LANCASTER, CA 93534. Full name of registrant(s) is (are) DANIEL YNEZ, JR. 1102 W LIVINGSTON ST LANCASTER, CA 93534. This business is conducted by: AN INDIVIDUAL. Signed: DANIEL YNEZ, JROWNER. This statement was filed with the County Clerk of Los Angeles County on 04/21/2026. The registrant(s) has (have) commenced to transact business under the fictitious business name or names listed above on N/A. (236, 1317, 451, 1443)
notice-body: The following person(s) is (are) doing business as GARCIAS DRYWALL & TAPING. 13070 WEDDINGTON PACOIMA, CA 91331. Full name of registrant(s) is (are) JOSUE ELIAS GARCIA ACEVEDO, 13070 WEDDINGTON PACOIMA, CA 91331. This business is conducted by: AN INDIVIDUAL. Signed: JOSUE ELIAS GARCIA ACEVEDOOWNER. (463, 1152, 679, 1243)
legal-notice (8, 1836, 222, 2018)
notice-publisher: Code)Publish: ES Mountain Views News (236, 770, 400, 782)
notice-publication-dates: Dates Pub: APR 9, 16, 23, 2026 (236, 1608, 363, 1619)
notice-title: FICTITIOUS BUSINESS NAME STATEMENT (236, 2144, 431, 2155)
notice-file-number: File No. 2026088557 (8, 992, 93, 1004)
notice-body: The following person(s) is (are) doing business as BS DESIGNS. 610 PALM DR 205 GLENDALE, CA 91202. Full name of registrant(s) is (are) RAFIK SAHAKYAN 610 PALM DR 205 GLENDALE, CA 91202. This business is conducted by: AN INDIVIDUAL. Signed: RAFIK SAHAKYAN, OWNER. This statement was filed with the County Clerk of Los Angeles County on 04/20/2026. The registrant(s) has (have) commenced to transact business under the fictitious business name or names listed above on 03/2020. (8, 2046, 223, 2172)
notice-file-number: File No. 2026078535 (236, 467, 321, 479)
notice-publisher: Publish: ES Mountain Views News (8, 1408, 148, 1419)
notice-title: FICTITIOUS BUSINESS NAME STATEMENT (463, 2509, 659, 2521)
legal-notice (236, 269, 450, 451)
notice-body: The following person(s) is (are) doing business as SIGNIFIED WARRANTS INTERNATIONAL, 1638 E ARTESIA BLVD LONG BEACH, CA 90805. Full name of registrant(s) is (are) CLAUDIO PEREZ, 1638 E ARTESIA BLVD, LONG BEACH, CA 90805. This business is conducted by: AN INDIVIDUAL. Signed: CLAUDIO PEREZOWNER. (691, 228, 908, 308)
notice-file-number: File No. 2026084021 (236, 1118, 321, 1129)
notice-body: The following person(s) is (are) doing business as LEON SWT MANAGEMENT AND LABOR, LEON ALL-PRO SITE MANAGEMENT, LEON WASTE AND REMOVAL MANAGEMENT. 8602 ROCKNE AVE WHITTIER, CA 90606. Full name of registrant(s) is (are) LUIS LEON, 8602 ROCKNE AVE, WHITTIER, CA 90606. This business is conducted by: AN INDIVIDUAL. Signed: LUIS LEONOWNER. (463, 1437, 679, 1540)
legal-notice (692, 634, 907, 782)
notice-file-number: File No. 2026-087548 (463, 679, 552, 690)
notice-publication-dates: Dates Pub: APR 9, 16, 23, 2026 (8, 673, 134, 684)
notice-body: The following person(s) is (are) doing business as: PERFECTO CONSTRUCTION. 715 S BONNIE BRAE ST APT 11 LOS ANGELES, CA 90057. Full name of registrant(s) is (are) PERFECTO HERNANDEZ SANCHEZ 715 S BONNIE BRAE ST APT 11 LOS ANGELES, CA 90057. This business is conducted by: AN INDIVIDUAL. Signed: PERFECTO HERNANDEZ SANCHEZ, OWNER. This statement was filed with the County Clerk of Los Angeles County on 04/20/2026. (236, 1848, 451, 1962)
notice-body: The following person(s) is (are) doing business as WESTCOAST AUTO SALES 124 N ADAMS ST APT 16 GLENDALE, CA 91206. Full name of registrant(s) is (are) IVET SHAMIRIAN 124 N ADAMS ST APT 16 GLENDALE, CA 91206. This business is conducted by: AN INDIVIDUAL. Signed: IVET SHAMIRIANOWNER. This statement was filed with the County Clerk of Los Angeles County on 04/21/2026. (236, 1493, 451, 1597)
notice-publication-dates: Dates Pub: APR 9, 16, 23, 2026 (236, 1277, 363, 1289)
notice-title: FICTITIOUS BUSINESS NAME STATEMENT (8, 689, 203, 701)
legal-notice (8, 980, 222, 1208)
notice-publisher: Code)Publish: ES Mountain Views News (236, 924, 400, 936)
notice-publisher: Code)Publish: Mountain Views News/DC (463, 176, 631, 188)
notice-publisher: Code)Publish: Mountain Views News/DC (463, 1824, 631, 1836)
notice-file-number: File No. 2026-085795 (463, 1734, 552, 1746)
notice-file-number: File No. 2026-085925 (691, 217, 781, 229)
legal-notice (464, 822, 679, 970)
notice-body: The following person(s) is (are) doing business as LIZBETH ARRIAGA ROWN LOPEZ LA NUEVA ERA DE LAS RUTAS, 18163 ESTRENO ST CARSON, CA 90746. Full name of registrant(s) is (are) LIZBETH ARRIAGA ROWN LOPEZ 18163 ESTRENO ST CARSON, CA 90746. This business is conducted by: AN INDIVIDUAL. Signed: LIZBETH ARRIAGA ROWN LOPEZ, OWNER. (691, 952, 908, 1044)
notice-body: Current File No. 2021-243007. The following person(s) has (have) abandoned the use of the fictitious business name: OUTLET SUPER DISCOUNT, 2220 S HOOVER ST UNIT 1 LOS ANGELES, CA 90007. The fictitious business name referred to above was filed on 10/19/2023, in the county of Los Angeles. Signed: FRANCISCO J GARCIA VELIZ, OWNER. (691, 667, 908, 758)
notice-file-number: File No. 2026088564 (8, 1226, 93, 1237)
notice-publication-dates: Dates Pub: APR 25, MAY 02, 09, 16, 2026 (463, 2229, 635, 2241)
legal-notice (692, 205, 907, 331)
legal-notice (692, 930, 907, 1066)
notice-body: The following person(s) is (are) doing business as: LA FAMILY CHILD CARE. 17068 CHATSWORTH ST GRANADA HILLS, CA 91344, VALORES MADRE HIJA CARE. 17068 CHATSWORTH ST GRANADA HILLS, CA 91344, LAZONDREAMOND.ORG. 17068 CHATSWORTH ST GRANADA HILLS, CA 91344. Full name of registrant(s) is (are) MARIA ESTER LAZO 17068 CHATSWORTH ST GRANADA HILLS, CA 91344. This business is conducted by: AN INDIVIDUAL. Signed: MARIA ESTER LAZO, OWNER. This statement was filed with the County Clerk of Los Angeles County on 03/17/2026. The registrant(s) has (have) commenced to transact business under the fictitious business name or names listed above on N/A. NOTICE: This Fictitious Name Statement expires five years from the date it was filed in the office of the County Clerk. A new Fictitious Business Name Statement must be filed prior to that date. (8, 445, 223, 661)
notice-file-number: File No. 2026-085954 (236, 2497, 324, 2509)
notice-title: FICTITIOUS BUSINESS NAME STATEMENT (463, 2247, 659, 2259)
notice-file-number: File No. 2026-089626 (463, 1140, 552, 1152)
notice-file-number: File No. 2026081853 (236, 656, 321, 668)
notice-publisher: Code)Publish: Mountain Views News/DC (463, 2218, 631, 2229)
notice-body: The following person(s) is (are) doing business as CHOICEKITCHEN. 10700 VENTURA CANYON AVE UNIT 305 PANORAMA CITY, CA 91402. Full name of registrant(s) is (are) KALIPSE KARSYANOVNER 10700 VENTURA CANYON AVE UNIT 305 PANORAMA CITY, CA 91402. This business is conducted by: AN INDIVIDUAL. Signed: KALIPSE KARSYANOVNER. This statement was filed with the County Clerk of Los Angeles County on 04/22/2026. The registrant(s) has (have) commenced to transact business under the fictitious business name or names listed above on 04/2026. NOTICE: This Fictitious Name Statement expires five years from the date it was filed in the office of the County Clerk. (8, 1236, 223, 1408)
legal-notice (692, 337, 907, 473)
footer-contact: Email: editor@mtnviewsnews.com Website: www.mtnviewsnews.com (882, 2552, 1361, 2568)
notice-publisher: Code)Publish: Mountain Views News/DC (691, 758, 859, 770)
notice-body: The following person(s) is (are) doing business as ASAP PLUMBING & ROOTER, 8821 AVIATION BLVD 86786, LOS ANGELES, CA 90009. Full name of registrant(s) is (are) VALERIA AMEZOLA, 8821 AVIATION BLVD 86786, LOS ANGELES, CA 90009. This business is conducted by: AN INDIVIDUAL. Signed: VALERIA AMEZOLAOWNER. (691, 1095, 908, 1186)
notice-file-number: File No. 2026-084937 (691, 1084, 781, 1095)
notice-title: FICTITIOUS BUSINESS NAME STATEMENT (463, 2378, 659, 2389)
